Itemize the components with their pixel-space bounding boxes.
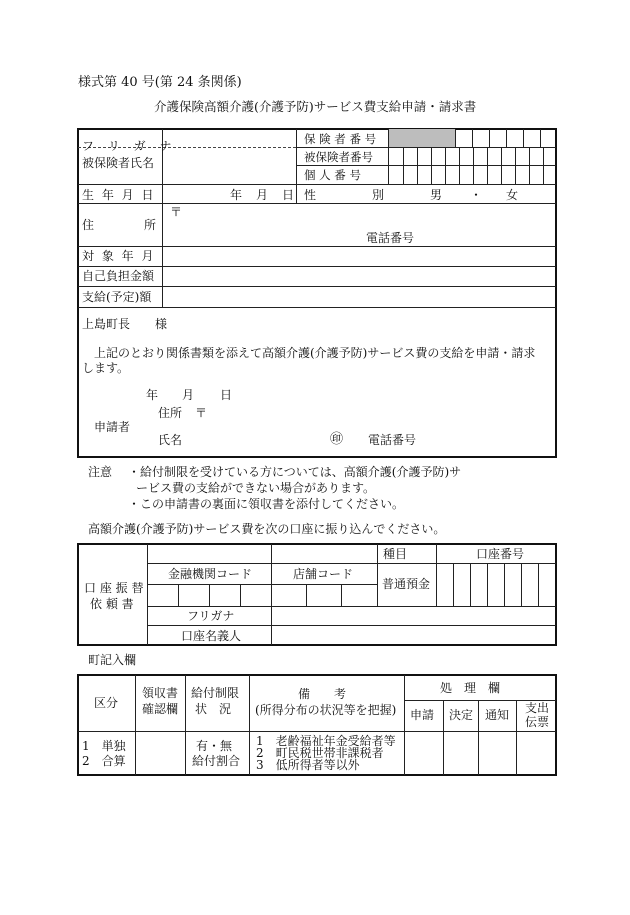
birth-year: 年 <box>230 188 243 202</box>
account-holder-label: 口座名義人 <box>181 629 242 643</box>
restriction-value-line1: 有・無 <box>196 739 233 753</box>
applicant-postal-mark: 〒 <box>195 406 208 420</box>
date-year: 年 <box>146 388 159 402</box>
processing-header: 処 理 欄 <box>440 681 501 695</box>
receipt-header-line1: 領収書 <box>142 686 179 700</box>
sex-female-option: 女 <box>506 188 519 202</box>
payment-header-line2: 伝票 <box>525 715 550 729</box>
sex-male-option: 男 <box>430 188 443 202</box>
insurer-number-label: 保 険 者 番 号 <box>304 132 377 146</box>
insured-name-label: 被保険者氏名 <box>82 156 155 170</box>
processing-notify: 通知 <box>485 708 510 722</box>
processing-apply: 申請 <box>410 708 435 722</box>
remarks-item-2: 2 町民税世帯非課税者 <box>256 746 384 760</box>
bank-intro: 高額介護(介護予防)サービス費を次の口座に振り込んでください。 <box>88 522 446 536</box>
remarks-header-line1: 備 考 <box>298 687 347 701</box>
addressee: 上島町長 <box>82 317 131 331</box>
furigana-label: フ リ ガ ナ <box>82 139 177 153</box>
insured-number-label: 被保険者番号 <box>304 150 373 164</box>
applicant-name-label: 氏名 <box>158 433 183 447</box>
address-phone-label: 電話番号 <box>366 231 415 245</box>
postal-mark: 〒 <box>170 205 183 219</box>
note-1-line2: ービス費の支給ができない場合があります。 <box>136 481 376 495</box>
date-day: 日 <box>220 388 233 402</box>
birth-month: 月 <box>256 188 269 202</box>
branch-code-label: 店舗コード <box>293 567 354 581</box>
applicant-phone-label: 電話番号 <box>368 433 417 447</box>
applicant-address-label: 住所 <box>158 406 183 420</box>
payment-header-line1: 支出 <box>525 701 550 715</box>
bank-label-line1: 口 座 振 替 <box>84 581 144 595</box>
address-label: 住 <box>82 218 95 232</box>
bank-code-label: 金融機関コード <box>168 567 253 581</box>
remarks-header-line2: (所得分布の状況等を把握) <box>255 703 397 717</box>
seal-icon: ㊞ <box>330 432 344 447</box>
payment-amount-label: 支給(予定)額 <box>82 290 152 304</box>
remarks-item-3: 3 低所得者等以外 <box>256 758 360 772</box>
restriction-header-line2: 状 況 <box>195 702 232 716</box>
restriction-header-line1: 給付制限 <box>191 686 240 700</box>
bank-label-line2: 依 頼 書 <box>90 597 134 611</box>
category-item-1: 1 単独 <box>82 739 126 753</box>
note-2: ・この申請書の裏面に領収書を添付してください。 <box>128 497 405 511</box>
sex-label-suffix: 別 <box>372 188 385 202</box>
addressee-honorific: 様 <box>155 317 168 331</box>
processing-decide: 決定 <box>449 708 474 722</box>
remarks-item-1: 1 老齢福祉年金受給者等 <box>256 734 396 748</box>
form-number: 様式第 40 号(第 24 条関係) <box>78 75 242 90</box>
category-header: 区分 <box>94 696 119 710</box>
category-item-2: 2 合算 <box>82 754 126 768</box>
request-text-line1: 上記のとおり関係書類を添えて高額介護(介護予防)サービス費の支給を申請・請求 <box>94 346 536 360</box>
target-month-label: 対 象 年 月 <box>82 249 156 263</box>
copay-amount-label: 自己負担金額 <box>82 269 155 283</box>
sex-separator: ・ <box>470 188 483 202</box>
address-label-suffix: 所 <box>144 218 157 232</box>
deposit-type-value: 普通預金 <box>382 577 431 591</box>
sex-label: 性 <box>304 188 317 202</box>
note-1-line1: ・給付制限を受けている方については、高額介護(介護予防)サ <box>128 465 462 479</box>
receipt-header-line2: 確認欄 <box>142 702 179 716</box>
birth-day: 日 <box>282 188 295 202</box>
birth-date-label: 生 年 月 日 <box>82 188 156 202</box>
date-month: 月 <box>182 388 195 402</box>
request-text-line2: します。 <box>82 361 130 375</box>
form-title: 介護保険高額介護(介護予防)サービス費支給申請・請求書 <box>154 99 477 114</box>
applicant-label: 申請者 <box>94 420 131 434</box>
account-number-header: 口座番号 <box>476 547 525 561</box>
deposit-type-header: 種目 <box>383 547 408 561</box>
personal-number-label: 個 人 番 号 <box>304 168 361 182</box>
town-section-label: 町記入欄 <box>88 653 137 667</box>
bank-furigana-label: フリガナ <box>187 609 235 623</box>
notes-label: 注意 <box>88 465 113 479</box>
restriction-value-line2: 給付割合 <box>192 754 241 768</box>
